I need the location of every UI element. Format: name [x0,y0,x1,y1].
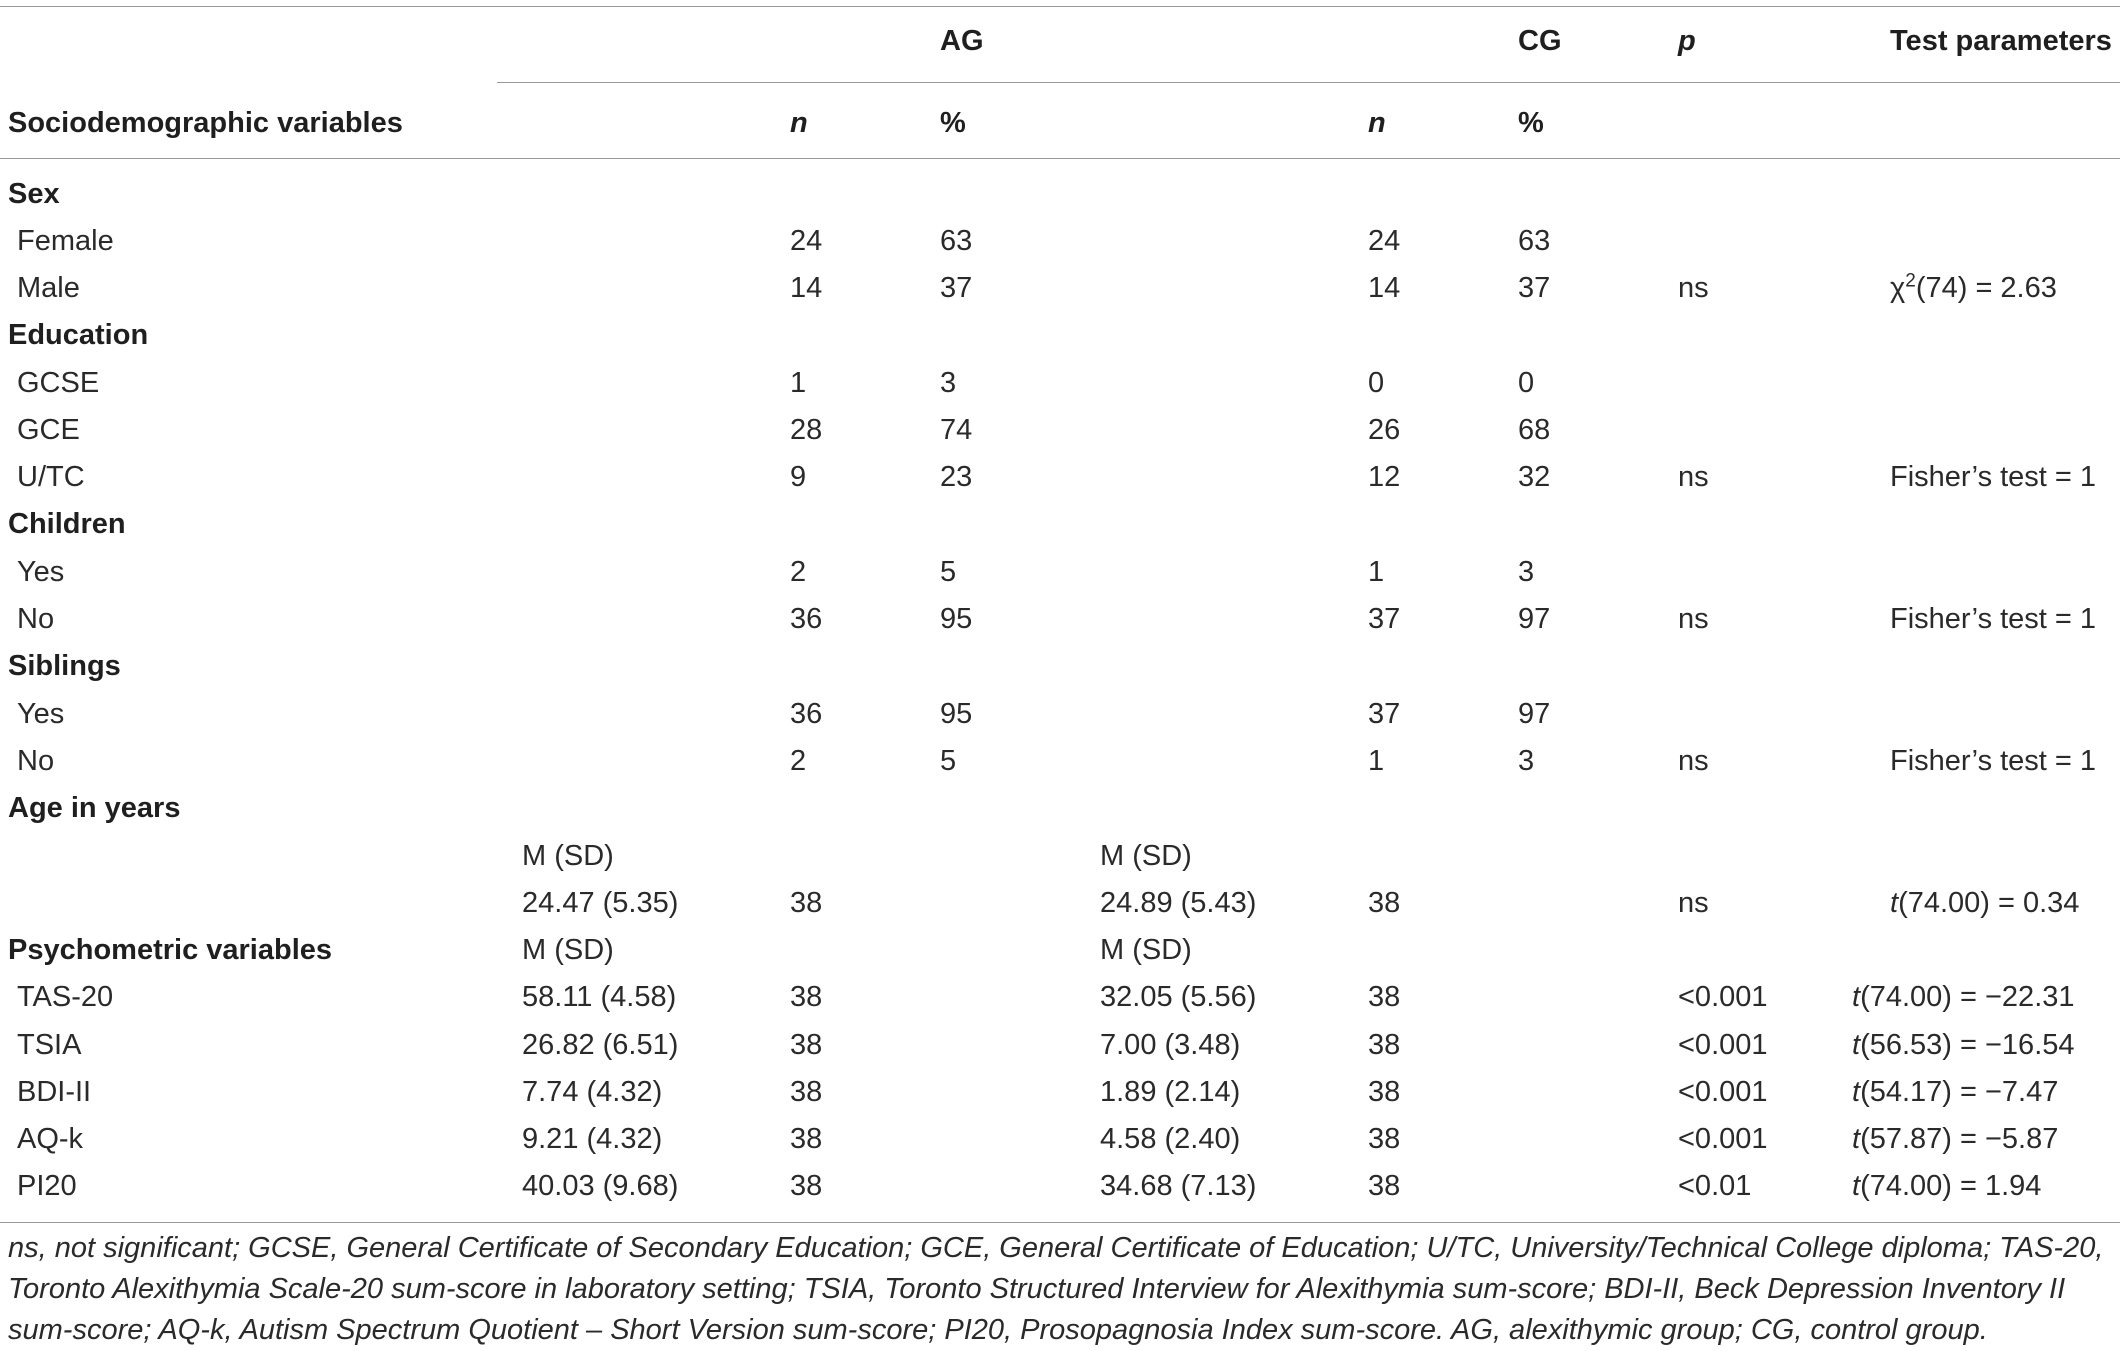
cg-pct: 37 [1518,272,1551,304]
ag-m-sd: 40.03 (9.68) [522,1170,679,1202]
header-p: p [1678,25,1696,57]
ag-pct: 5 [940,745,957,777]
cg-m-sd-header: M (SD) [1100,840,1192,872]
cg-m-sd-header: M (SD) [1100,934,1192,966]
ag-n: 38 [790,1123,823,1155]
t-symbol: t [1852,1029,1861,1061]
section-sex: Sex [8,178,60,210]
row-label: No [17,745,55,777]
test-rest: (57.87) = −5.87 [1860,1123,2059,1155]
row-label: No [17,603,55,635]
ag-n: 1 [790,367,807,399]
cg-pct: 3 [1518,556,1535,588]
t-symbol: t [1852,1123,1861,1155]
row-label: TAS-20 [17,981,114,1013]
test-rest: (74.00) = −22.31 [1860,981,2075,1013]
cg-n: 1 [1368,556,1385,588]
p-value: <0.001 [1678,981,1768,1013]
section-education: Education [8,319,149,351]
cg-n: 38 [1368,1029,1401,1061]
ag-m-sd: 9.21 (4.32) [522,1123,663,1155]
test-rest: (74.00) = 0.34 [1898,887,2080,919]
section-children: Children [8,508,126,540]
ag-n: 28 [790,414,823,446]
section-psychometric: Psychometric variables [8,934,333,966]
cg-n: 38 [1368,1170,1401,1202]
cg-n: 0 [1368,367,1385,399]
header-ag: AG [940,25,984,57]
header-cg-n: n [1368,107,1386,139]
p-value: <0.001 [1678,1029,1768,1061]
ag-pct: 5 [940,556,957,588]
ag-n: 2 [790,745,807,777]
group-header-rule [497,82,2120,83]
t-symbol: t [1890,887,1899,919]
p-value: ns [1678,887,1709,919]
cg-n: 38 [1368,981,1401,1013]
p-value: <0.01 [1678,1170,1752,1202]
test-rest: (54.17) = −7.47 [1860,1076,2059,1108]
cg-m-sd: 7.00 (3.48) [1100,1029,1241,1061]
ag-n: 36 [790,698,823,730]
test-parameter [1890,271,2057,305]
p-value: ns [1678,461,1709,493]
row-label: GCE [17,414,80,446]
row-label: AQ-k [17,1123,84,1155]
ag-n: 9 [790,461,807,493]
test-parameter [1852,1075,2058,1109]
section-siblings: Siblings [8,650,121,682]
p-value: ns [1678,272,1709,304]
ag-n: 24 [790,225,823,257]
test-rest: (56.53) = −16.54 [1860,1029,2075,1061]
p-value: <0.001 [1678,1076,1768,1108]
cg-m-sd: 32.05 (5.56) [1100,981,1257,1013]
cg-m-sd: 34.68 (7.13) [1100,1170,1257,1202]
header-cg: CG [1518,25,1562,57]
test-rest: (74) = 2.63 [1915,272,2057,304]
cg-pct: 63 [1518,225,1551,257]
cg-n: 37 [1368,603,1401,635]
ag-n: 2 [790,556,807,588]
t-symbol: t [1852,1076,1861,1108]
ag-m-sd: 58.11 (4.58) [522,981,677,1013]
section-age: Age in years [8,792,181,824]
row-label: BDI-II [17,1076,92,1108]
ag-n: 38 [790,981,823,1013]
cg-m-sd: 24.89 (5.43) [1100,887,1257,919]
ag-pct: 74 [940,414,973,446]
test-parameter [1890,886,2079,920]
cg-n: 12 [1368,461,1401,493]
test-parameter [1852,980,2075,1014]
cg-pct: 97 [1518,698,1551,730]
row-label: GCSE [17,367,100,399]
cg-n: 38 [1368,887,1401,919]
cg-n: 37 [1368,698,1401,730]
ag-m-sd: 7.74 (4.32) [522,1076,663,1108]
test-rest: (74.00) = 1.94 [1860,1170,2042,1202]
row-label: PI20 [17,1170,77,1202]
p-value: <0.001 [1678,1123,1768,1155]
t-symbol: t [1852,981,1861,1013]
cg-pct: 3 [1518,745,1535,777]
ag-n: 14 [790,272,823,304]
top-rule [0,6,2120,7]
cg-n: 26 [1368,414,1401,446]
ag-pct: 95 [940,698,973,730]
test-parameter: Fisher’s test = 1 [1890,461,2097,493]
cg-n: 1 [1368,745,1385,777]
ag-m-sd: 26.82 (6.51) [522,1029,679,1061]
ag-m-sd: 24.47 (5.35) [522,887,679,919]
ag-pct: 23 [940,461,973,493]
cg-n: 38 [1368,1123,1401,1155]
ag-n: 38 [790,1170,823,1202]
ag-pct: 3 [940,367,957,399]
table-footnote: ns, not significant; GCSE, General Certificate of Secondary Education; GCE, General Certificate of Education; U/TC, University/Technical College diploma; TAS-20, Toronto Alexithymia Scale-20 sum-score in laboratory setting; TSIA, Toronto Structured Interview for Alexithymia sum-score; BDI-II, Beck Depression Inventory II sum-score; AQ-k, Autism Spectrum Quotient – Short Version sum-score; PI20, Prosopagnosia Index sum-score. AG, alexithymic group; CG, control group. [8,1232,2104,1346]
row-label: Yes [17,556,65,588]
cg-pct: 68 [1518,414,1551,446]
p-value: ns [1678,745,1709,777]
row-label: Male [17,272,80,304]
cg-m-sd: 4.58 (2.40) [1100,1123,1241,1155]
cg-n: 24 [1368,225,1401,257]
chi-superscript: 2 [1905,270,1916,292]
cg-n: 14 [1368,272,1401,304]
row-label: TSIA [17,1029,82,1061]
ag-pct: 63 [940,225,973,257]
ag-n: 38 [790,1029,823,1061]
header-ag-n: n [790,107,808,139]
ag-m-sd-header: M (SD) [522,934,614,966]
cg-n: 38 [1368,1076,1401,1108]
header-sociodemographic: Sociodemographic variables [8,107,403,139]
ag-n: 38 [790,1076,823,1108]
row-label: Female [17,225,114,257]
test-parameter [1852,1028,2075,1062]
t-symbol: t [1852,1170,1861,1202]
test-parameter [1852,1122,2058,1156]
ag-m-sd-header: M (SD) [522,840,614,872]
test-parameter: Fisher’s test = 1 [1890,745,2097,777]
bottom-rule [0,1222,2120,1223]
row-label: U/TC [17,461,85,493]
cg-m-sd: 1.89 (2.14) [1100,1076,1241,1108]
cg-pct: 97 [1518,603,1551,635]
header-test-parameters: Test parameters [1890,25,2112,57]
ag-pct: 95 [940,603,973,635]
header-bottom-rule [0,158,2120,159]
cg-pct: 32 [1518,461,1551,493]
ag-n: 38 [790,887,823,919]
row-label: Yes [17,698,65,730]
test-parameter [1852,1169,2041,1203]
chi-symbol: χ [1890,272,1906,304]
p-value: ns [1678,603,1709,635]
ag-n: 36 [790,603,823,635]
cg-pct: 0 [1518,367,1535,399]
ag-pct: 37 [940,272,973,304]
header-cg-pct: % [1518,107,1544,139]
header-ag-pct: % [940,107,966,139]
test-parameter: Fisher’s test = 1 [1890,603,2097,635]
